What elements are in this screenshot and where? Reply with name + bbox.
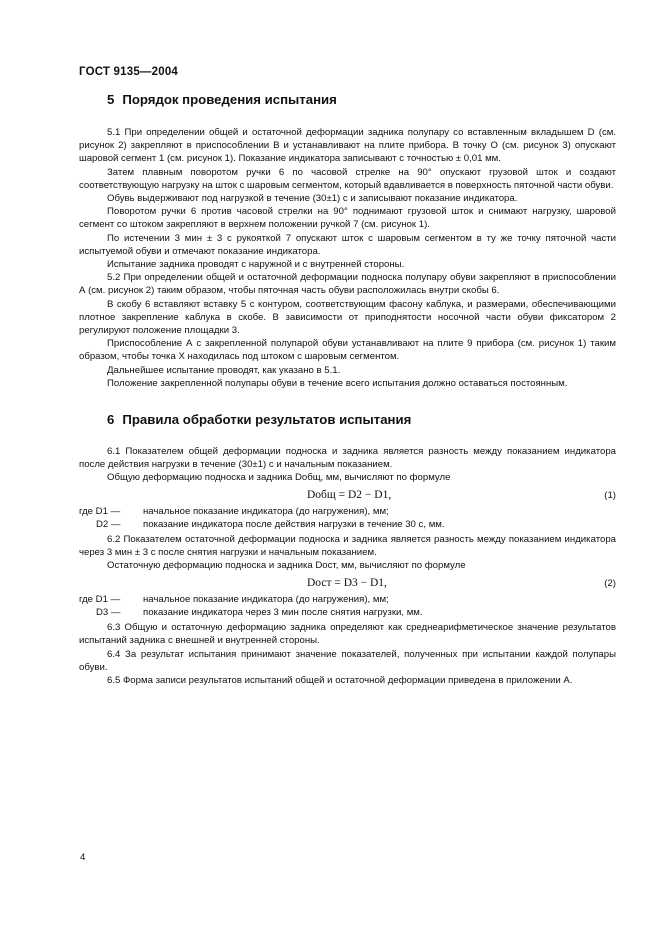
paragraph-5-1: 5.1 При определении общей и остаточной деформации задника полупару со вставленным вкладышем D (см. рисунок 2) закрепляют в приспособлении В и устанавливают на плите прибора. В точку О (см. рисунок 3) опускают шаровой сегмент 1 (см. рисунок 1). Показание индикатора записывают с точностью ± 0,01 мм. bbox=[79, 127, 616, 165]
paragraph-6-1: 6.1 Показателем общей деформации подноска и задника является разность между показанием индикатора после действия нагрузки в течение (30±1) с и начальным показанием. bbox=[79, 446, 616, 471]
paragraph: Дальнейшее испытание проводят, как указано в 5.1. bbox=[107, 364, 341, 376]
formula-number: (2) bbox=[604, 577, 616, 589]
formula-1-legend bbox=[79, 505, 616, 531]
paragraph: Положение закрепленной полупары обуви в течение всего испытания должно оставаться постоянным. bbox=[107, 377, 568, 389]
legend-label: D3 — bbox=[96, 606, 121, 618]
paragraph-6-3: 6.3 Общую и остаточную деформацию задника определяют как среднеарифметическое значение результатов испытаний задника с внешней и внутренней стороны. bbox=[79, 622, 616, 647]
paragraph: Общую деформацию подноска и задника Dобщ, мм, вычисляют по формуле bbox=[107, 472, 451, 484]
page-number: 4 bbox=[80, 852, 86, 863]
paragraph: Обувь выдерживают под нагрузкой в течение (30±1) с и записывают показание индикатора. bbox=[107, 193, 518, 205]
legend-text: показание индикатора через 3 мин после снятия нагрузки, мм. bbox=[143, 606, 423, 618]
paragraph-6-5: 6.5 Форма записи результатов испытаний общей и остаточной деформации приведена в приложении А. bbox=[107, 674, 573, 686]
paragraph: Поворотом ручки 6 против часовой стрелки на 90° поднимают грузовой шток и снимают нагрузку, шаровой сегмент со штоком закрепляют в верхнем положении ручкой 7 (см. рисунок 1). bbox=[79, 206, 616, 231]
legend-label: D2 — bbox=[96, 518, 121, 530]
section-5-heading: 5 Порядок проведения испытания bbox=[107, 92, 337, 107]
paragraph: Приспособление А с закрепленной полупарой обуви устанавливают на плите 9 прибора (см. рисунок 1) таким образом, чтобы точка X находилась под штоком с шаровым сегментом. bbox=[79, 338, 616, 363]
legend-text: начальное показание индикатора (до нагружения), мм; bbox=[143, 593, 389, 605]
formula-1 bbox=[79, 487, 616, 504]
paragraph: Испытание задника проводят с наружной и с внутренней стороны. bbox=[107, 259, 405, 271]
document-header: ГОСТ 9135—2004 bbox=[79, 66, 179, 78]
formula-2 bbox=[79, 575, 616, 592]
section-6-heading: 6 Правила обработки результатов испытания bbox=[107, 412, 412, 428]
paragraph: В скобу 6 вставляют вставку 5 с контуром, соответствующим фасону каблука, и размерами, обеспечивающими плотное закрепление каблука в скобе. В зависимости от приподнятости носочной части обуви фиксатором 2 регулируют положение площадки 3. bbox=[79, 298, 616, 337]
legend-text: показание индикатора после действия нагрузки в течение 30 с, мм. bbox=[143, 518, 445, 530]
document-body bbox=[79, 92, 616, 687]
legend-label: где D1 — bbox=[79, 505, 121, 517]
paragraph: По истечении 3 мин ± 3 с рукояткой 7 опускают шток с шаровым сегментом в ту же точку пяточной части испытуемой обуви и отмечают показание индикатора. bbox=[79, 232, 616, 257]
legend-text: начальное показание индикатора (до нагружения), мм; bbox=[143, 505, 389, 517]
formula-expression: Dост = D3 − D1, bbox=[307, 576, 387, 589]
legend-label: где D1 — bbox=[79, 593, 121, 605]
paragraph: Остаточную деформацию подноска и задника Dост, мм, вычисляют по формуле bbox=[107, 560, 466, 572]
paragraph-6-2: 6.2 Показателем остаточной деформации подноска и задника является разность между показанием индикатора через 3 мин ± 3 с после снятия нагрузки и начальным показанием. bbox=[79, 534, 616, 559]
paragraph: Затем плавным поворотом ручки 6 по часовой стрелке на 90° опускают грузовой шток и создают соответствующую нагрузку на шток с шаровым сегментом, который вдавливается в поверхность пяточной части обуви. bbox=[79, 166, 616, 191]
paragraph-5-2: 5.2 При определении общей и остаточной деформации подноска полупару обуви закрепляют в приспособлении А (см. рисунок 2) таким образом, чтобы пяточная часть обуви расположилась внутри скобы 6. bbox=[79, 272, 616, 297]
formula-2-legend bbox=[79, 593, 616, 619]
paragraph-6-4: 6.4 За результат испытания принимают значение показателей, полученных при испытании каждой полупары обуви. bbox=[79, 648, 616, 673]
formula-expression: Dобщ = D2 − D1, bbox=[307, 488, 392, 501]
formula-number: (1) bbox=[604, 489, 616, 501]
